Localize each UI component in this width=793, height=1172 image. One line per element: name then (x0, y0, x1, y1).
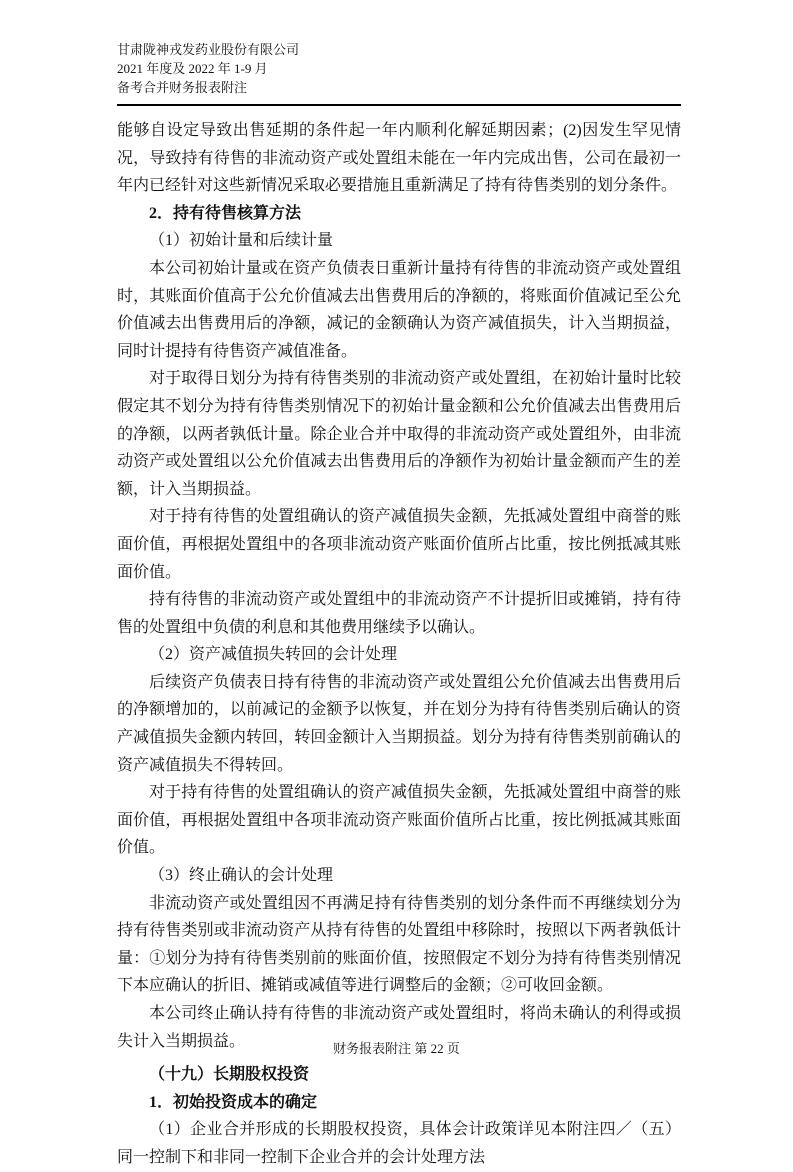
paragraph: 非流动资产或处置组因不再满足持有待售类别的划分条件而不再继续划分为持有待售类别或非流动资产从持有待售的处置组中移除时，按照以下两者孰低计量：①划分为持有待售类别前的账面价值，按照假定不划分为持有待售类别情况下本应确认的折旧、摊销或减值等进行调整后的金额；②可收回金额。 (117, 894, 681, 995)
heading-initial-investment-cost: 1．初始投资成本的确定 (149, 1093, 318, 1111)
page-header (117, 40, 681, 106)
report-period: 2021 年度及 2022 年 1-9 月 (117, 61, 268, 76)
paragraph: 对于取得日划分为持有待售类别的非流动资产或处置组，在初始计量时比较假定其不划分为持有待售类别情况下的初始计量金额和公允价值减去出售费用后的净额，以两者孰低计量。除企业合并中取得的非流动资产或处置组外，由非流动资产或处置组以公允价值减去出售费用后的净额作为初始计量金额而产生的差额，计入当期损益。 (117, 370, 681, 498)
subheading-derecognition: （3）终止确认的会计处理 (149, 867, 334, 885)
page-number-label: 财务报表附注 第 22 页 (333, 1041, 460, 1056)
subheading-initial-measurement: （1）初始计量和后续计量 (149, 232, 334, 250)
paragraph: 对于持有待售的处置组确认的资产减值损失金额，先抵减处置组中商誉的账面价值，再根据处置组中的各项非流动资产账面价值所占比重，按比例抵减其账面价值。 (117, 508, 681, 581)
paragraph: 持有待售的非流动资产或处置组中的非流动资产不计提折旧或摊销，持有待售的处置组中负债的利息和其他费用继续予以确认。 (117, 591, 681, 636)
document-body (117, 117, 681, 1172)
company-name: 甘肃陇神戎发药业股份有限公司 (117, 42, 300, 57)
paragraph: 本公司初始计量或在资产负债表日重新计量持有待售的非流动资产或处置组时，其账面价值高于公允价值减去出售费用后的净额的，将账面价值减记至公允价值减去出售费用后的净额，减记的金额确认为资产减值损失，计入当期损益，同时计提持有待售资产减值准备。 (117, 259, 681, 360)
paragraph: （1）企业合并形成的长期股权投资，具体会计政策详见本附注四／（五）同一控制下和非同一控制下企业合并的会计处理方法 (117, 1121, 681, 1166)
paragraph: 对于持有待售的处置组确认的资产减值损失金额，先抵减处置组中商誉的账面价值，再根据处置组中各项非流动资产账面价值所占比重，按比例抵减其账面价值。 (117, 784, 681, 857)
page-footer (0, 1038, 793, 1057)
paragraph-continuation: 能够自设定导致出售延期的条件起一年内顺利化解延期因素；(2)因发生罕见情况，导致持有待售的非流动资产或处置组未能在一年内完成出售，公司在最初一年内已经针对这些新情况采取必要措施且重新满足了持有待售类别的划分条件。 (117, 122, 681, 195)
paragraph: 本公司终止确认持有待售的非流动资产或处置组时，将尚未确认的利得或损失计入当期损益。 (117, 1005, 681, 1050)
heading-held-for-sale-accounting: 2．持有待售核算方法 (149, 204, 302, 222)
section-heading-long-term-equity-investment: （十九）长期股权投资 (149, 1066, 310, 1084)
paragraph: 后续资产负债表日持有待售的非流动资产或处置组公允价值减去出售费用后的净额增加的，以前减记的金额予以恢复，并在划分为持有待售类别后确认的资产减值损失金额内转回，转回金额计入当期损益。划分为持有待售类别前确认的资产减值损失不得转回。 (117, 673, 681, 774)
document-title: 备考合并财务报表附注 (117, 80, 248, 95)
subheading-impairment-reversal: （2）资产减值损失转回的会计处理 (149, 646, 398, 664)
